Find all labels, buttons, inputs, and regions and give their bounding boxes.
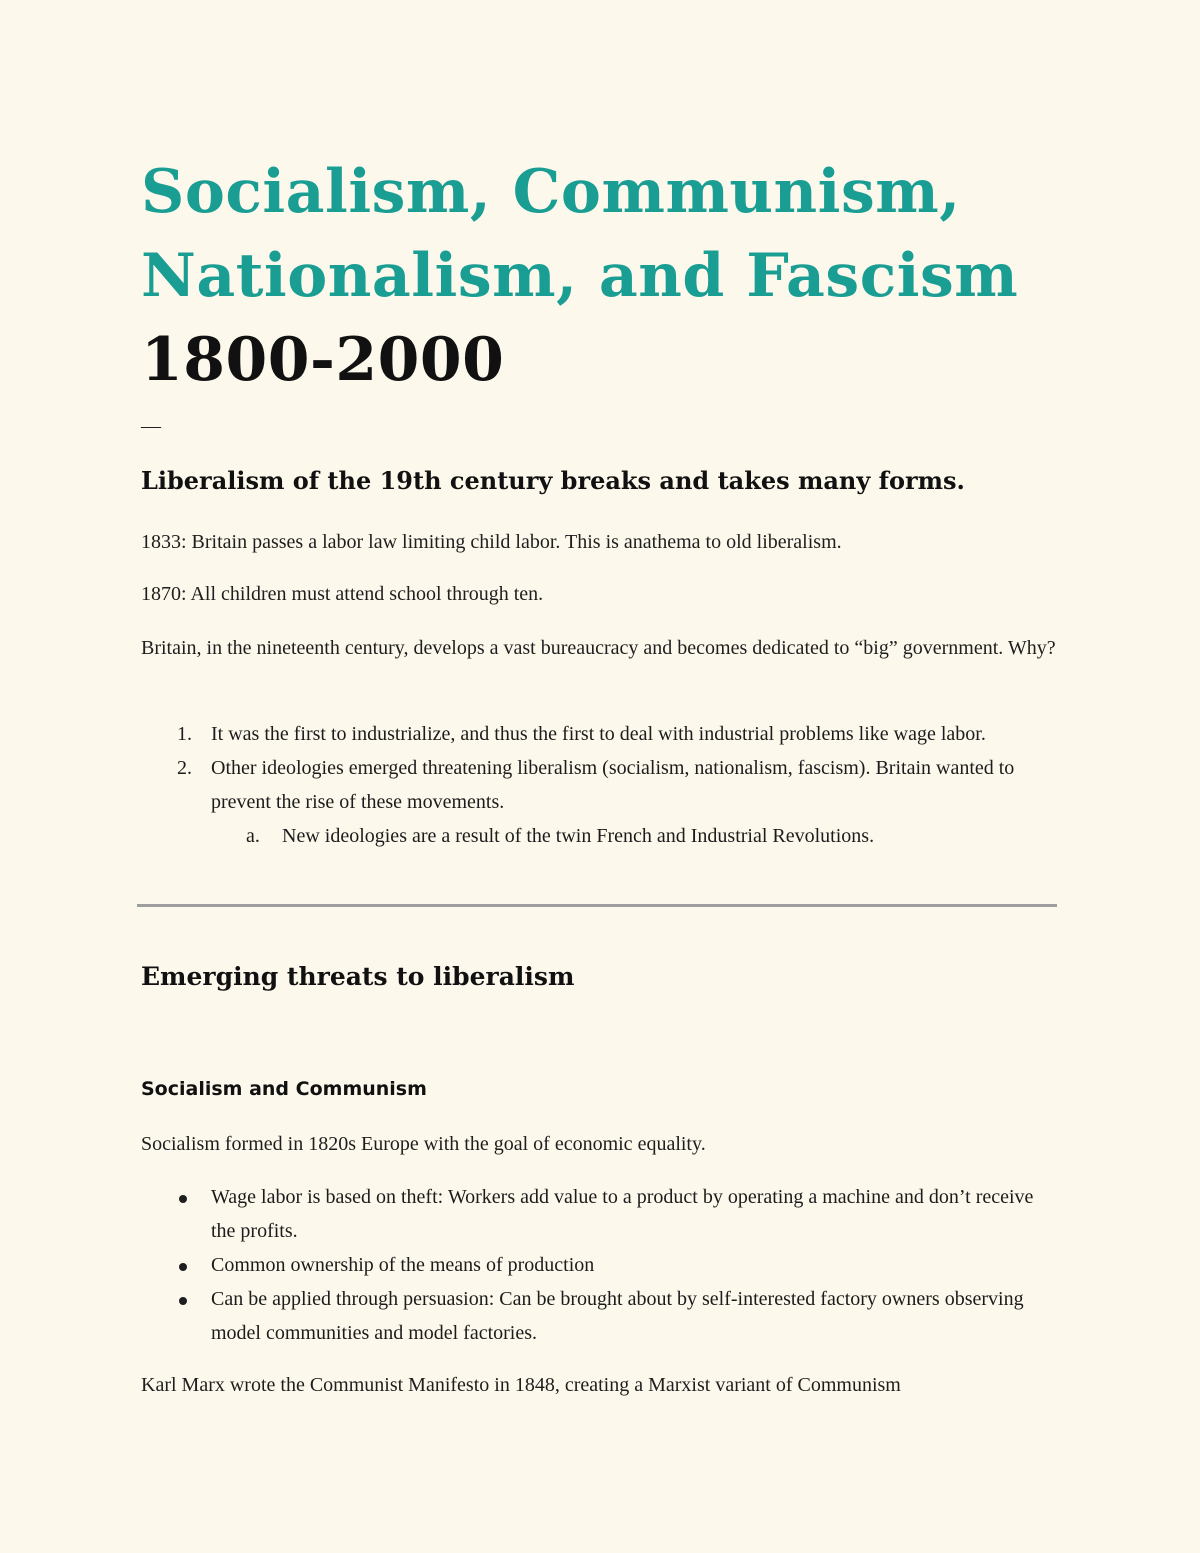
title-years: 1800-2000: [141, 325, 505, 395]
sub-list-item-text: New ideologies are a result of the twin French and Industrial Revolutions.: [282, 825, 875, 847]
sub-list-marker: a.: [246, 825, 260, 847]
section-heading-liberalism: Liberalism of the 19th century breaks and takes many forms.: [141, 466, 965, 495]
list-item: [141, 751, 1061, 819]
horizontal-rule: [137, 904, 1057, 907]
bullet-icon: [179, 1195, 187, 1203]
list-item-text: It was the first to industrialize, and thus the first to deal with industrial problems like wage labor.: [211, 723, 986, 745]
list-item: [141, 717, 1061, 751]
bullet-item: [141, 1282, 1061, 1350]
paragraph-1833: 1833: Britain passes a labor law limiting child labor. This is anathema to old liberalism.: [141, 531, 842, 553]
sub-list-item: [141, 819, 1061, 853]
subheading-socialism-communism: Socialism and Communism: [141, 1078, 427, 1100]
paragraph-britain: Britain, in the nineteenth century, develops a vast bureaucracy and becomes dedicated to “big” government. Why?: [141, 637, 1056, 659]
list-marker: 1.: [177, 723, 192, 745]
list-marker: 2.: [177, 757, 192, 779]
title-divider-dash: —: [141, 415, 161, 437]
list-item-text: Other ideologies emerged threatening liberalism (socialism, nationalism, fascism). Britain wanted to prevent the rise of these movements.: [211, 757, 1015, 813]
bullet-item-text: Common ownership of the means of production: [211, 1254, 595, 1276]
section-heading-threats: Emerging threats to liberalism: [141, 962, 575, 991]
bullet-item-text: Wage labor is based on theft: Workers add value to a product by operating a machine and don’t receive the profits.: [211, 1186, 1034, 1242]
title-line-2: Nationalism, and Fascism: [141, 241, 1019, 311]
title-line-1: Socialism, Communism,: [141, 157, 961, 227]
document-page: [141, 150, 1061, 1396]
bullet-item: [141, 1248, 1061, 1282]
bullet-icon: [179, 1263, 187, 1271]
bullet-icon: [179, 1297, 187, 1305]
paragraph-socialism-intro: Socialism formed in 1820s Europe with the goal of economic equality.: [141, 1133, 706, 1155]
bullet-item: [141, 1180, 1061, 1248]
bullet-list: [141, 1180, 1061, 1350]
numbered-list: [141, 717, 1061, 853]
paragraph-marx: Karl Marx wrote the Communist Manifesto in 1848, creating a Marxist variant of Communism: [141, 1374, 901, 1396]
page-title: [141, 150, 1061, 402]
paragraph-1870: 1870: All children must attend school through ten.: [141, 583, 544, 605]
bullet-item-text: Can be applied through persuasion: Can be brought about by self-interested factory owners observing model communities and model factories.: [211, 1288, 1024, 1344]
